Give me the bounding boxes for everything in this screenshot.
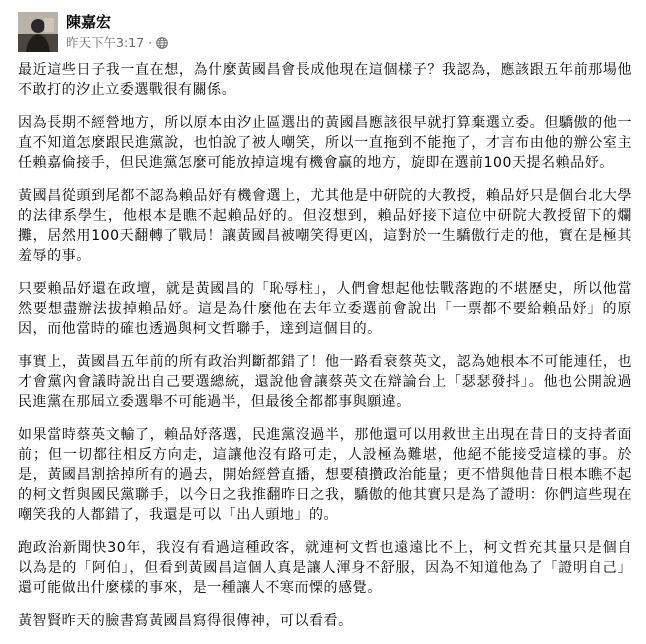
post-header [18,12,168,52]
post-paragraph-8: 黃智賢昨天的臉書寫黃國昌寫得很傳神，可以看看。 [18,613,353,629]
avatar[interactable] [18,12,58,52]
post-paragraph-5: 事實上，黃國昌五年前的所有政治判斷都錯了！他一路看衰蔡英文，認為她根本不可能連任，也才會黨內會議時說出自己要選總統，還說他會讓蔡英文在辯論台上「瑟瑟發抖」。他也公開說過民進黨在那屆立委選舉不可能過半，但最後全都都事與願違。 [18,354,632,410]
post-paragraph-7: 跑政治新聞快30年，我沒有看過這種政客，就連柯文哲也遠遠比不上，柯文哲充其量只是個自以為是的「阿伯」，但看到黃國昌這個人真是讓人渾身不舒服，因為不知道他為了「證明自己」還可能做出什麼樣的事來，是一種讓人不寒而慄的感覺。 [18,540,632,596]
author-name[interactable]: 陳嘉宏 [66,12,112,31]
post-paragraph-2: 因為長期不經營地方，所以原本由汐止區選出的黃國昌應該很早就打算棄選立委。但驕傲的他一直不知道怎麼跟民進黨說，也怕說了被人嘲笑，所以一直拖到不能拖了，才言布由他的辦公室主任賴嘉倫接手，但民進黨怎麼可能放掉這塊有機會贏的地方，旋即在選前100天提名賴品妤。 [18,115,632,171]
avatar-photo [18,12,58,52]
post-meta [66,13,168,52]
post-paragraph-3: 黃國昌從頭到尾都不認為賴品妤有機會選上，尤其他是中研院的大教授，賴品妤只是個台北大學的法律系學生，他根本是瞧不起賴品妤的。但沒想到，賴品妤接下這位中研院大教授留下的爛攤，居然用100天翻轉了戰局！讓黃國昌被嘲笑得更凶，這對於一生驕傲行走的他，實在是極其羞辱的事。 [18,188,632,264]
globe-icon [156,37,168,49]
post-paragraph-1: 最近這些日子我一直在想，為什麼黃國昌會長成他現在這個樣子？我認為，應該跟五年前那場他不敢打的汐止立委選戰很有關係。 [18,62,632,98]
post-paragraph-4: 只要賴品妤還在政壇，就是黃國昌的「恥辱柱」，人們會想起他怯戰落跑的不堪歷史，所以他當然要想盡辦法拔掉賴品妤。這是為什麼他在去年立委選前會說出「一票都不要給賴品妤」的原因，而他當時的確也透過與柯文哲聯手，達到這個目的。 [18,281,632,337]
post-body [18,60,632,644]
post-paragraph-6: 如果當時蔡英文輸了，賴品妤落選，民進黨沒過半，那他還可以用救世主出現在昔日的支持者面前；但一切都往相反方向走，這讓他沒有路可走，人設極為難堪，他絕不能接受這樣的事。於是，黃國昌割捨掉所有的過去，開始經營直播，想要積攢政治能量；更不惜與他昔日根本瞧不起的柯文哲與國民黨聯手，以今日之我推翻昨日之我，驕傲的他其實只是為了證明：你們這些現在嘲笑我的人都錯了，我還是可以「出人頭地」的。 [18,427,632,523]
separator-dot: · [148,34,153,50]
post-time-row [66,34,168,52]
post-timestamp[interactable]: 昨天下午3:17 [66,34,145,50]
